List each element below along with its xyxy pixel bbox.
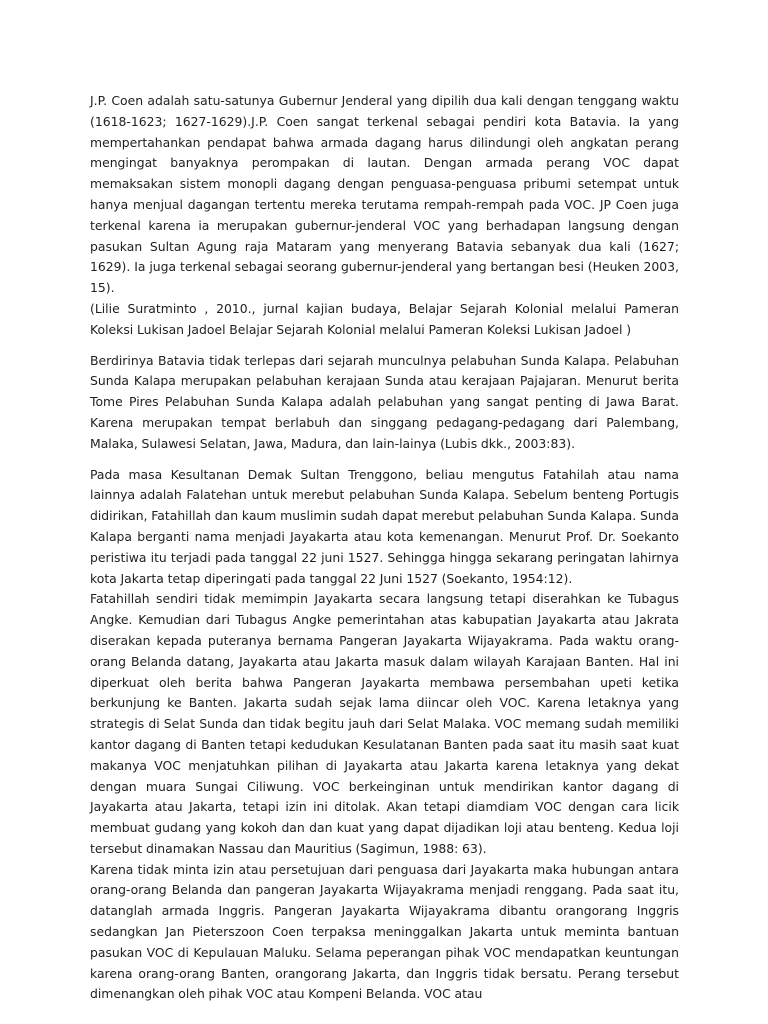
- paragraph-inggris: Karena tidak minta izin atau persetujuan dari penguasa dari Jayakarta maka hubungan antara orang-orang Belanda dan pangeran Jayakarta Wijayakrama menjadi renggang. Pada saat itu, datanglah armada Inggris. Pangeran Jayakarta Wijayakrama dibantu orangorang Inggris sedangkan Jan Pieterszoon Coen terpaksa meninggalkan Jakarta untuk meminta bantuan pasukan VOC di Kepulauan Maluku. Selama peperangan pihak VOC mendapatkan keuntungan karena orang-orang Banten, orangorang Jakarta, dan Inggris tidak bersatu. Perang tersebut dimenangkan oleh pihak VOC atau Kompeni Belanda. VOC atau: [90, 861, 679, 1002]
- paragraph-demak: Pada masa Kesultanan Demak Sultan Trenggono, beliau mengutus Fatahilah atau nama lainnya adalah Falatehan untuk merebut pelabuhan Sunda Kalapa. Sebelum benteng Portugis didirikan, Fatahillah dan kaum muslimin sudah dapat merebut pelabuhan Sunda Kalapa. Sunda Kalapa berganti nama menjadi Jayakarta atau kota kemenangan. Menurut Prof. Dr. Soekanto peristiwa itu terjadi pada tanggal 22 juni 1527. Sehingga hingga sekarang peringatan lahirnya kota Jakarta tetap diperingati pada tanggal 22 Juni 1527 (Soekanto, 1954:12).: [90, 466, 679, 586]
- paragraph-fatahillah: Fatahillah sendiri tidak memimpin Jayakarta secara langsung tetapi diserahkan ke Tubagus Angke. Kemudian dari Tubagus Angke pemerintahan atas kabupatian Jayakarta atau Jakrata diserakan kepada puteranya bernama Pangeran Jayakarta Wijayakrama. Pada waktu orang-orang Belanda datang, Jayakarta atau Jakarta masuk dalam wilayah Karajaan Banten. Hal ini diperkuat oleh berita bahwa Pangeran Jayakarta membawa persembahan upeti ketika berkunjung ke Banten. Jakarta sudah sejak lama diincar oleh VOC. Karena letaknya yang strategis di Selat Sunda dan tidak begitu jauh dari Selat Malaka. VOC memang sudah memiliki kantor dagang di Banten tetapi kedudukan Kesulatanan Banten pada saat itu masih saat kuat makanya VOC menjatuhkan pilihan di Jayakarta atau Jakarta karena letaknya yang dekat dengan muara Sungai Ciliwung. VOC berkeinginan untuk mendirikan kantor dagang di Jayakarta atau Jakarta, tetapi izin ini ditolak. Akan tetapi diamdiam VOC dengan cara licik membuat gudang yang kokoh dan dan kuat yang dapat dijadikan loji atau benteng. Kedua loji tersebut dinamakan Nassau dan Mauritius (Sagimun, 1988: 63).: [90, 591, 679, 856]
- paragraph-batavia: Berdirinya Batavia tidak terlepas dari sejarah munculnya pelabuhan Sunda Kalapa. Pelabuhan Sunda Kalapa merupakan pelabuhan kerajaan Sunda atau kerajaan Pajajaran. Menurut berita Tome Pires Pelabuhan Sunda Kalapa adalah pelabuhan yang sangat penting di Jawa Barat. Karena merupakan tempat berlabuh dan singgang pedagang-pedagang dari Palembang, Malaka, Sulawesi Selatan, Jawa, Madura, dan lain-lainya (Lubis dkk., 2003:83).: [90, 352, 679, 451]
- paragraph-coen: J.P. Coen adalah satu-satunya Gubernur Jenderal yang dipilih dua kali dengan tenggang waktu (1618-1623; 1627-1629).J.P. Coen sangat terkenal sebagai pendiri kota Batavia. Ia yang mempertahankan pendapat bahwa armada dagang harus dilindungi oleh angkatan perang mengingat banyaknya perompakan di lautan. Dengan armada perang VOC dapat memaksakan sistem monopli dagang dengan penguasa-penguasa pribumi setempat untuk hanya menjual dagangan tertentu mereka terutama rempah-rempah pada VOC. JP Coen juga terkenal karena ia merupakan gubernur-jenderal VOC yang berhadapan langsung dengan pasukan Sultan Agung raja Mataram yang menyerang Batavia sebanyak dua kali (1627; 1629). Ia juga terkenal sebagai seorang gubernur-jenderal yang bertangan besi (Heuken 2003, 15).: [90, 93, 679, 296]
- document-body: [90, 91, 679, 1005]
- paragraph-citation: (Lilie Suratminto , 2010., jurnal kajian budaya, Belajar Sejarah Kolonial melalui Pameran Koleksi Lukisan Jadoel Belajar Sejarah Kolonial melalui Pameran Koleksi Lukisan Jadoel ): [90, 300, 679, 337]
